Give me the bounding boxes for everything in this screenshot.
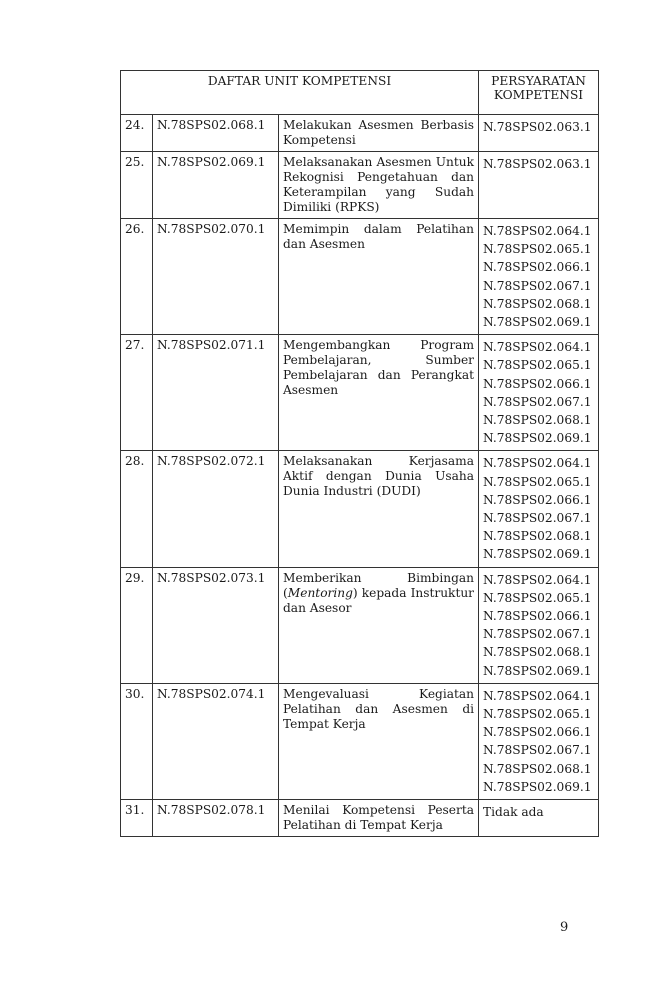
unit-title-part: Memberikan Bimbingan ( [283,570,475,600]
unit-code: N.78SPS02.068.1 [153,115,279,152]
requirement-code: N.78SPS02.069.1 [483,431,592,446]
unit-title: Memimpin dalam Pelatihan dan Asesmen [279,219,479,335]
table-row [121,115,599,152]
table-row [121,335,599,451]
requirement-cell [479,219,599,335]
table-row [121,683,599,799]
requirement-cell [479,335,599,451]
unit-title-part: ) kepada Instruktur dan Asesor [283,585,475,615]
row-number: 26. [121,219,153,335]
requirement-code: N.78SPS02.068.1 [483,296,592,311]
requirement-code: N.78SPS02.068.1 [483,413,592,428]
row-number: 28. [121,451,153,567]
table-row [121,451,599,567]
requirement-code: N.78SPS02.066.1 [483,376,592,391]
unit-code: N.78SPS02.072.1 [153,451,279,567]
table-row [121,800,599,837]
requirement-code: N.78SPS02.064.1 [483,688,592,703]
row-number: 31. [121,800,153,837]
requirement-code: N.78SPS02.069.1 [483,663,592,678]
unit-title: Mengevaluasi Kegiatan Pelatihan dan Asesmen di Tempat Kerja [279,683,479,799]
row-number: 24. [121,115,153,152]
unit-code: N.78SPS02.070.1 [153,219,279,335]
requirement-heading-line2: KOMPETENSI [493,88,584,102]
requirement-code: N.78SPS02.068.1 [483,529,592,544]
requirement-code: Tidak ada [483,805,544,820]
requirement-code: N.78SPS02.066.1 [483,492,592,507]
requirement-cell [479,683,599,799]
requirement-code: N.78SPS02.065.1 [483,242,592,257]
requirement-code: N.78SPS02.064.1 [483,224,592,238]
requirement-code: N.78SPS02.065.1 [483,590,592,605]
requirement-code: N.78SPS02.067.1 [483,627,592,642]
unit-title: Melaksanakan Kerjasama Aktif dengan Dunia Usaha Dunia Industri (DUDI) [279,451,479,567]
unit-title: Menilai Kompetensi Peserta Pelatihan di Tempat Kerja [279,800,479,837]
row-number: 29. [121,567,153,683]
requirement-code: N.78SPS02.066.1 [483,260,592,275]
unit-title: Melaksanakan Asesmen Untuk Rekognisi Pengetahuan dan Keterampilan yang Sudah Dimiliki (RPKS) [279,152,479,219]
unit-title: Melakukan Asesmen Berbasis Kompetensi [279,115,479,152]
requirement-code: N.78SPS02.067.1 [483,743,592,758]
row-number: 25. [121,152,153,219]
unit-title: Mengembangkan Program Pembelajaran, Sumber Pembelajaran dan Perangkat Asesmen [279,335,479,451]
requirement-code: N.78SPS02.066.1 [483,609,592,624]
requirement-code: N.78SPS02.065.1 [483,474,592,489]
unit-column-heading: DAFTAR UNIT KOMPETENSI [121,71,479,115]
requirement-code: N.78SPS02.067.1 [483,511,592,526]
unit-code: N.78SPS02.078.1 [153,800,279,837]
unit-title-italic: Mentoring [287,585,353,600]
requirement-code: N.78SPS02.069.1 [483,547,592,562]
table-row [121,219,599,335]
requirement-code: N.78SPS02.069.1 [483,779,592,794]
unit-code: N.78SPS02.073.1 [153,567,279,683]
requirement-code: N.78SPS02.063.1 [483,120,592,134]
requirement-cell [479,152,599,219]
requirement-cell [479,115,599,152]
requirement-code: N.78SPS02.064.1 [483,572,592,587]
requirement-code: N.78SPS02.065.1 [483,707,592,722]
requirement-code: N.78SPS02.065.1 [483,358,592,373]
requirement-cell [479,451,599,567]
requirement-cell [479,567,599,683]
requirement-code: N.78SPS02.064.1 [483,456,592,471]
requirement-code: N.78SPS02.066.1 [483,725,592,740]
requirement-cell [479,800,599,837]
requirement-code: N.78SPS02.067.1 [483,278,592,293]
table-row [121,152,599,219]
requirement-code: N.78SPS02.064.1 [483,340,592,355]
table-row [121,567,599,683]
requirement-code: N.78SPS02.068.1 [483,645,592,660]
competency-table [120,70,599,837]
requirement-heading-line1: PERSYARATAN [491,74,586,88]
requirement-code: N.78SPS02.069.1 [483,315,592,330]
unit-code: N.78SPS02.071.1 [153,335,279,451]
requirement-column-heading [479,71,599,115]
table-header-row [121,71,599,115]
requirement-code: N.78SPS02.068.1 [483,761,592,776]
page-number: 9 [560,920,569,935]
unit-code: N.78SPS02.074.1 [153,683,279,799]
row-number: 30. [121,683,153,799]
unit-code: N.78SPS02.069.1 [153,152,279,219]
requirement-code: N.78SPS02.063.1 [483,157,592,171]
requirement-code: N.78SPS02.067.1 [483,394,592,409]
unit-title [279,567,479,683]
row-number: 27. [121,335,153,451]
